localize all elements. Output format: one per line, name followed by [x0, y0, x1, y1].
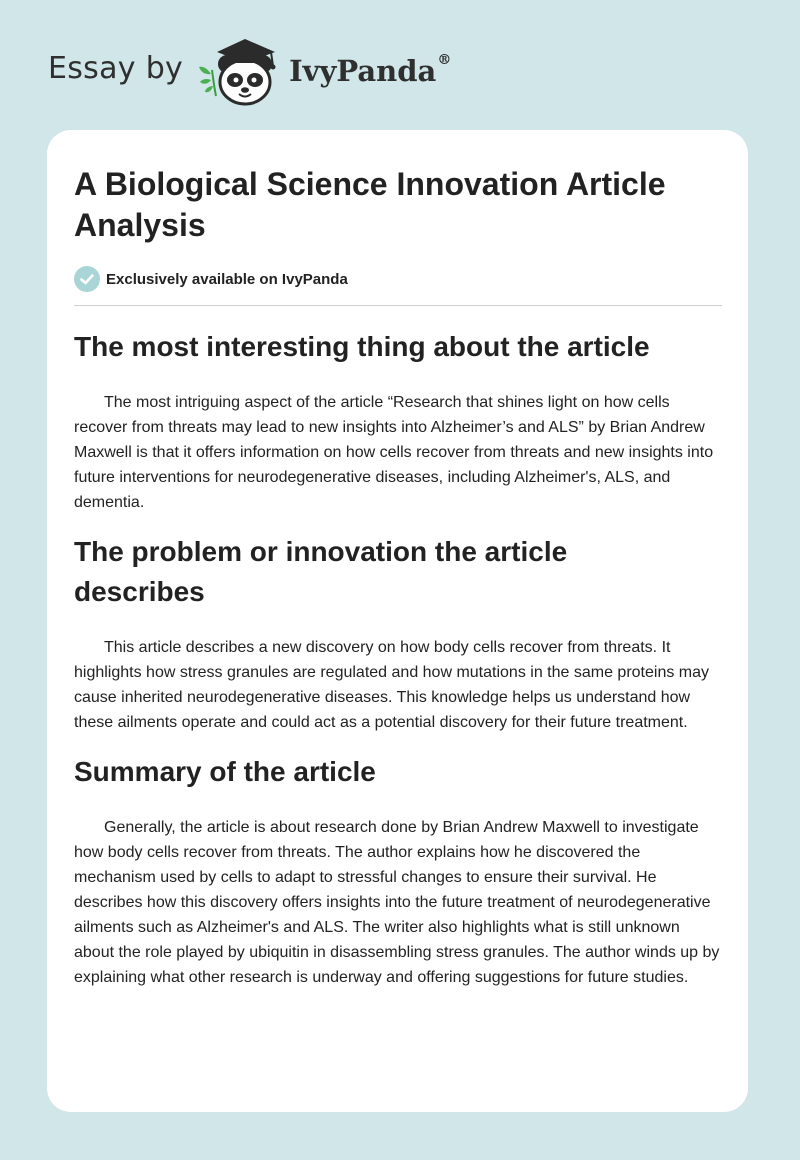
page-title: A Biological Science Innovation Article Analysis: [74, 166, 666, 243]
brand-prefix: Essay by: [48, 50, 184, 86]
check-circle-icon: [74, 266, 100, 292]
section-paragraph: Generally, the article is about research done by Brian Andrew Maxwell to investigate how body cells recover from threats. The author explains how he discovered the mechanism used by cells to adapt to stressful changes to ensure their survival. He describes how this discovery offers insights into the future treatment of neurodegenerative ailments such as Alzheimer's and ALS. The writer also highlights what is still unknown about the role played by ubiquitin in disassembling stress granules. The author winds up by explaining what other research is underway and offering suggestions for future studies.: [74, 819, 720, 986]
brand-header: [48, 30, 451, 110]
badge-text: Exclusively available on IvyPanda: [106, 270, 348, 288]
section-heading: The most interesting thing about the article: [74, 331, 650, 362]
divider: [74, 305, 722, 306]
registered-mark: ®: [437, 52, 452, 68]
article-card: [47, 130, 748, 1112]
section-heading: Summary of the article: [74, 756, 376, 787]
section-paragraph: The most intriguing aspect of the article “Research that shines light on how cells recover from threats may lead to new insights into Alzheimer’s and ALS” by Brian Andrew Maxwell is that it offers information on how cells recover from threats and new insights into future interventions for neurodegenerative diseases, including Alzheimer's, ALS, and dementia.: [74, 394, 714, 511]
section-heading: The problem or innovation the article describes: [74, 536, 568, 607]
exclusive-badge: [74, 266, 721, 292]
brand-name: IvyPanda®: [289, 52, 452, 88]
panda-graduate-logo-icon: [197, 30, 287, 110]
section-paragraph: This article describes a new discovery on how body cells recover from threats. It highlights how stress granules are regulated and how mutations in the same proteins may cause inherited neurodegenerative diseases. This knowledge helps us understand how these ailments operate and could act as a potential discovery for their future treatment.: [74, 639, 710, 731]
